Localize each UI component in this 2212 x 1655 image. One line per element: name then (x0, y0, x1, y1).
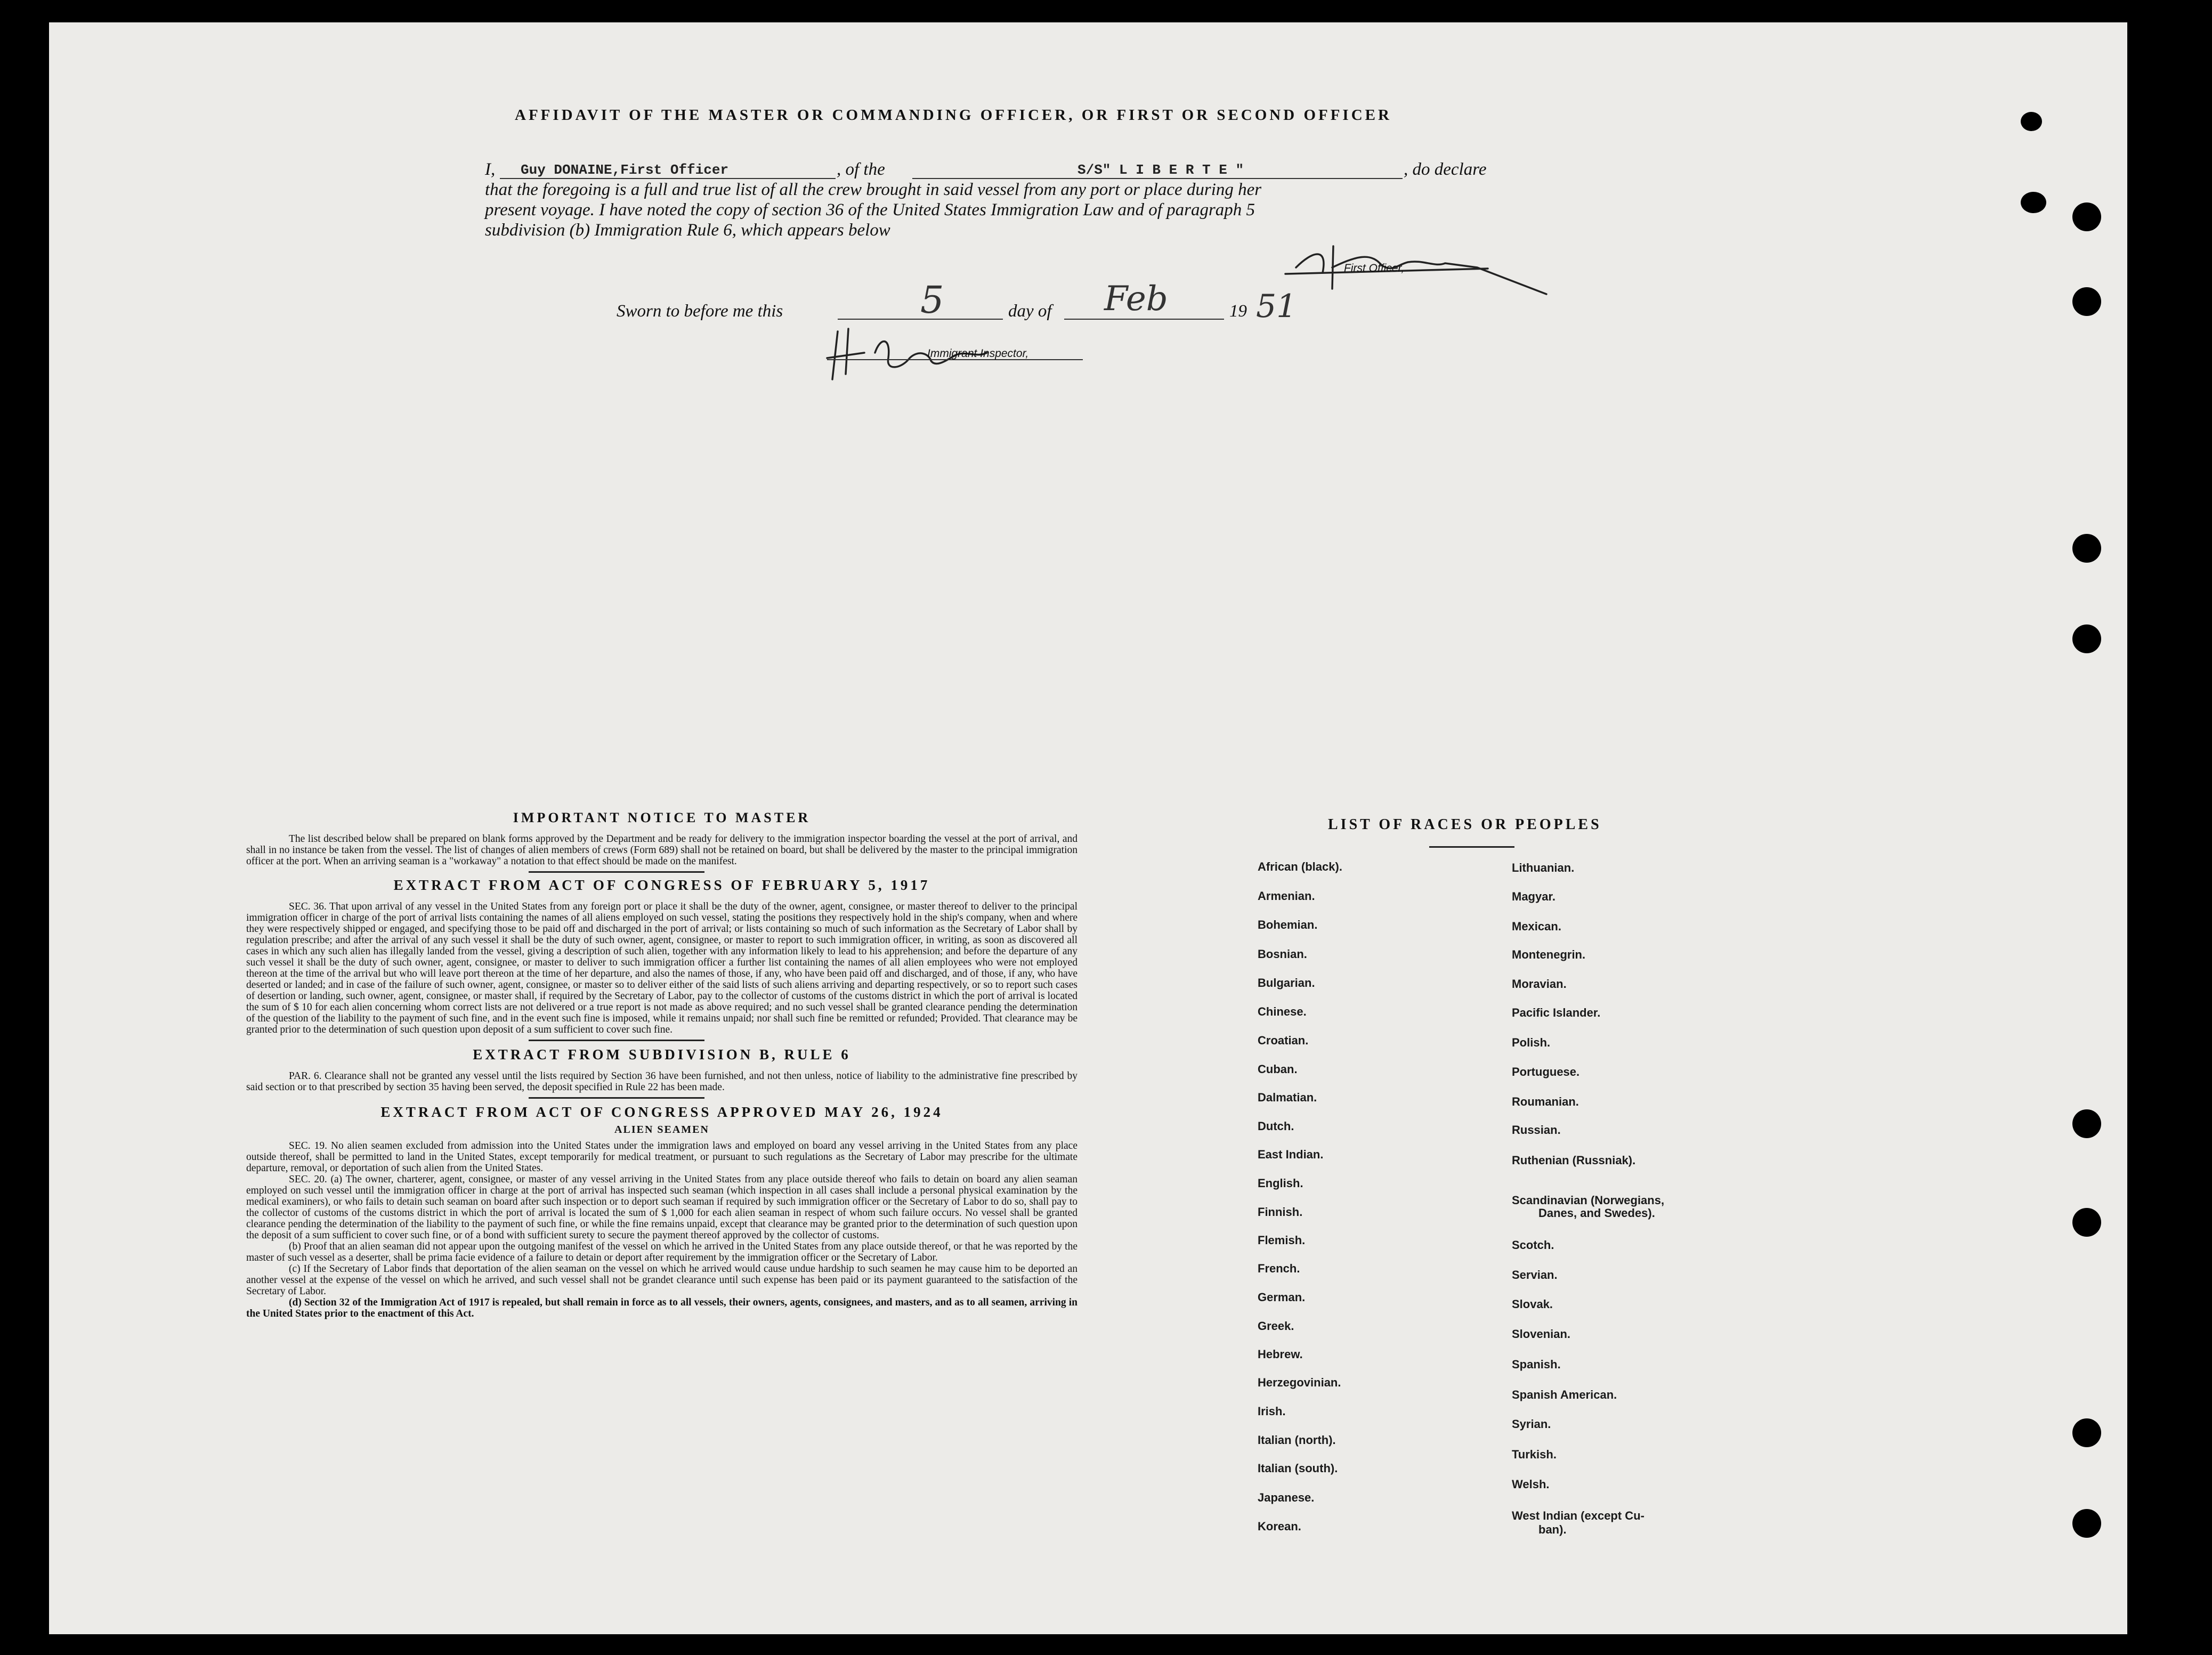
race-item: French. (1258, 1262, 1300, 1275)
notice-column (246, 810, 1077, 1319)
vessel-name: S/S" L I B E R T E " (1077, 162, 1244, 178)
race-item: Montenegrin. (1512, 948, 1586, 961)
extract1-divider (529, 1040, 704, 1041)
notice-body: The list described below shall be prepared on blank forms approved by the Department and be ready for delivery to the immigration inspector boarding the vessel at the port of arrival, and shall in no instance be taken from the vessel. The list of changes of alien members of crews (Form 689) shall not be retained on board, but shall be delivered by the master to the principal immigration officer at the port. When an arriving seaman is a "workaway" a notation to that effect should be made on the manifest. (246, 833, 1077, 867)
race-item: Greek. (1258, 1319, 1294, 1333)
extract1-body: SEC. 36. That upon arrival of any vessel in the United States from any foreign port or place it shall be the duty of the owner, agent, consignee, or master thereof to deliver to the principal immigration officer in charge of the port of arrival lists containing the names of all aliens employed on such vessel, stating the positions they respectively hold in the ship's company, when and where they were respectively shipped or engaged, and specifying those to be paid off and discharged in the port of arrival; or lists containing so much of such information as the Secretary of Labor shall by regulation prescribe; and after the arrival of any such vessel it shall be the duty of such owner, agent, consignee, or master to report to such immigration officer, in writing, as soon as discovered all cases in which any such alien has illegally landed from the vessel, giving a description of such alien, together with any information likely to lead to his apprehension; and before the departure of any such vessel it shall be the duty of such owner, agent, consignee, or master to deliver to such immigration officer a further list containing the names of all alien employees who were not employed thereon at the time of the arrival but who will leave port thereon at the time of her departure, and also the names of those, if any, who have been paid off and discharged, and of those, if any, who have deserted or landed; and in case of the failure of such owner, agent, consignee, or master so to deliver either of the said lists of such aliens arriving and departing respectively, or so to report such cases of desertion or landing, such owner, agent, consignee, or master shall, if required by the Secretary of Labor, pay to the collector of customs of the customs district in which the port of arrival is located the sum of $ 10 for each alien concerning whom correct lists are not delivered or a true report is not made as above required; and no such vessel shall be granted clearance pending the determination of the question of the liability to the payment of such fine, and in the event such fine is imposed, while it remains unpaid; nor shall such fine be remitted or refunded; Provided. That clearance may be granted prior to the determination of such question upon deposit of a sum sufficient to cover such fine. (246, 901, 1077, 1035)
race-item: Scandinavian (Norwegians, (1512, 1194, 1665, 1207)
race-item: Polish. (1512, 1036, 1551, 1049)
race-item: Syrian. (1512, 1417, 1551, 1431)
race-item: Slovak. (1512, 1297, 1553, 1311)
year-suffix: 51 (1256, 288, 1297, 325)
officer-caption: First Officer, (1344, 262, 1405, 274)
race-item: English. (1258, 1177, 1303, 1190)
punch-hole (2072, 534, 2101, 563)
race-item: Russian. (1512, 1123, 1561, 1137)
extract3-d: (d) Section 32 of the Immigration Act of 1917 is repealed, but shall remain in force as to all vessels, their owners, agents, consignees, and masters, and as to all seamen, arriving in the United States prior to the enactment of this Act. (246, 1297, 1077, 1319)
affidavit-of-the: , of the (837, 160, 885, 179)
sworn-month: Feb (1104, 279, 1168, 319)
sworn-label: Sworn to before me this (617, 302, 783, 321)
race-item: Bosnian. (1258, 947, 1307, 961)
race-item: Italian (north). (1258, 1433, 1336, 1447)
day-of-label: day of (1008, 302, 1052, 321)
punch-hole (2072, 202, 2101, 231)
punch-hole (2072, 287, 2101, 316)
punch-hole (2072, 1509, 2101, 1538)
extract2-heading: EXTRACT FROM SUBDIVISION B, RULE 6 (473, 1046, 851, 1062)
affidavit-line-3: present voyage. I have noted the copy of section 36 of the United States Immigration Law and of paragraph 5 (485, 200, 1255, 220)
inspector-caption: Immigrant Inspector, (927, 347, 1029, 360)
race-item: Dalmatian. (1258, 1091, 1317, 1104)
race-item: Moravian. (1512, 977, 1567, 991)
extract3-subheading: ALIEN SEAMEN (614, 1124, 709, 1135)
race-item: Lithuanian. (1512, 861, 1575, 874)
punch-hole (2072, 624, 2101, 653)
race-item: Welsh. (1512, 1478, 1550, 1491)
race-item: African (black). (1258, 860, 1342, 873)
race-item: Irish. (1258, 1405, 1286, 1418)
year-prefix: 19 (1229, 302, 1247, 321)
affidavit-i-label: I, (485, 160, 496, 179)
officer-name: Guy DONAINE,First Officer (521, 162, 729, 178)
race-item: Slovenian. (1512, 1327, 1571, 1341)
race-item: Spanish American. (1512, 1388, 1617, 1401)
extract2-divider (529, 1097, 704, 1099)
race-item: Portuguese. (1512, 1065, 1580, 1078)
officer-signature (1264, 236, 1562, 299)
extract3-sec20: SEC. 20. (a) The owner, charterer, agent, consignee, or master of any vessel arriving in the United States from any place outside thereof who fails to detain on board any alien seaman employed on such vessel until the immigration officer in charge at the port of arrival has inspected such seaman (which inspection in all cases shall include a personal physical examination by the medical examiners), or who fails to detain such seaman on board after such inspection or to deport such seaman if required by such immigration officer or the Secretary of Labor to do so, shall pay to the collector of customs of the customs district in which the port of arrival is located the sum of $ 1,000 for each alien seaman in respect of whom such failure occurs. No vessel shall be granted clearance pending the determination of the liability to the payment of such fine, or while the fine remains unpaid, except that clearance may be granted prior to the determination of such question upon the deposit of a sum sufficient to cover such fine, or of a bond with sufficient surety to secure the payment thereof approved by the collector of customs. (246, 1174, 1077, 1241)
notice-divider (529, 871, 704, 873)
races-heading: LIST OF RACES OR PEOPLES (1328, 816, 1602, 833)
vessel-line (912, 178, 1403, 179)
race-item: Pacific Islander. (1512, 1006, 1601, 1019)
extract2-body: PAR. 6. Clearance shall not be granted any vessel until the lists required by Section 36 have been furnished, and not then unless, notice of liability to the administrative fine prescribed by said section or to that prescribed by section 35 having been served, the deposit specified in Rule 22 has been made. (246, 1070, 1077, 1093)
extract3-sec19: SEC. 19. No alien seamen excluded from admission into the United States under the immigration laws and employed on board any vessel arriving in the United States from any place outside thereof, shall be permitted to land in the United States, except temporarily for medical treatment, or pursuant to such regulations as the Secretary of Labor may prescribe for the ultimate departure, removal, or deportation of such alien from the United States. (246, 1140, 1077, 1174)
race-item: Chinese. (1258, 1005, 1307, 1018)
race-item: Hebrew. (1258, 1348, 1303, 1361)
race-item: Ruthenian (Russniak). (1512, 1154, 1636, 1167)
race-item: ban). (1538, 1523, 1567, 1536)
race-item: Korean. (1258, 1520, 1301, 1533)
affidavit-line-2: that the foregoing is a full and true list of all the crew brought in said vessel from any port or place during her (485, 180, 1262, 199)
race-item: Danes, and Swedes). (1538, 1206, 1655, 1220)
notice-heading: IMPORTANT NOTICE TO MASTER (513, 810, 811, 825)
race-item: Turkish. (1512, 1448, 1557, 1461)
race-item: Scotch. (1512, 1238, 1554, 1252)
race-item: Roumanian. (1512, 1095, 1579, 1108)
race-item: Armenian. (1258, 889, 1315, 903)
extract3-b: (b) Proof that an alien seaman did not appear upon the outgoing manifest of the vessel on which he arrived in the United States from any place outside thereof, or that he was reported by the master of such vessel as a deserter, shall be prima facie evidence of a failure to detain or deport after requirement by the immigration officer or the Secretary of Labor. (246, 1241, 1077, 1263)
punch-hole (2072, 1109, 2101, 1138)
race-item: East Indian. (1258, 1148, 1324, 1161)
affidavit-title: AFFIDAVIT OF THE MASTER OR COMMANDING OFFICER, OR FIRST OR SECOND OFFICER (515, 107, 1392, 124)
race-item: German. (1258, 1291, 1306, 1304)
officer-name-line (500, 178, 836, 179)
punch-hole (2072, 1208, 2101, 1237)
document-page (49, 22, 2127, 1634)
race-item: Japanese. (1258, 1491, 1315, 1504)
extract3-c: (c) If the Secretary of Labor finds that deportation of the alien seaman on the vessel on which he arrived would cause undue hardship to such seamen he may cause him to be deported an another vessel at the expense of the vessel on which he arrived, and such vessel shall not be grandet clearance until such expense has been paid or its payment guaranteed to the satisfaction of the Secretary of Labor. (246, 1263, 1077, 1297)
sworn-day: 5 (920, 278, 944, 322)
race-item: Flemish. (1258, 1234, 1306, 1247)
race-item: Finnish. (1258, 1205, 1303, 1219)
race-item: Dutch. (1258, 1119, 1294, 1133)
race-item: Magyar. (1512, 890, 1555, 903)
race-item: Herzegovinian. (1258, 1376, 1341, 1389)
race-item: Croatian. (1258, 1034, 1309, 1047)
race-item: Bohemian. (1258, 918, 1318, 931)
extract1-heading: EXTRACT FROM ACT OF CONGRESS OF FEBRUARY 5, 1917 (393, 877, 930, 893)
race-item: Bulgarian. (1258, 976, 1315, 989)
race-item: West Indian (except Cu- (1512, 1509, 1644, 1522)
race-item: Cuban. (1258, 1062, 1298, 1076)
affidavit-do-declare: , do declare (1404, 160, 1487, 179)
race-item: Mexican. (1512, 920, 1561, 933)
punch-hole (2021, 112, 2042, 131)
extract3-heading: EXTRACT FROM ACT OF CONGRESS APPROVED MAY 26, 1924 (380, 1104, 943, 1120)
race-item: Servian. (1512, 1268, 1558, 1281)
punch-hole (2021, 192, 2046, 213)
sworn-month-line (1064, 319, 1224, 320)
punch-hole (2072, 1418, 2101, 1447)
race-item: Spanish. (1512, 1358, 1561, 1371)
race-item: Italian (south). (1258, 1462, 1338, 1475)
races-divider (1429, 846, 1514, 848)
affidavit-line-4: subdivision (b) Immigration Rule 6, which appears below (485, 221, 890, 240)
